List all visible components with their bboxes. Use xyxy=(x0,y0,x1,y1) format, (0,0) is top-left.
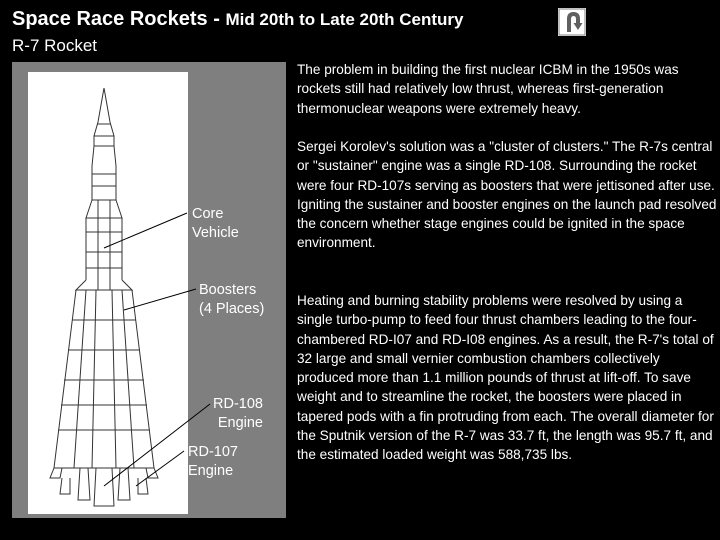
title-sub: Mid 20th to Late 20th Century xyxy=(225,10,464,29)
label-core-vehicle: Core Vehicle xyxy=(192,206,239,241)
label-boosters: Boosters (4 Places) xyxy=(199,282,265,317)
slide-subtitle: R-7 Rocket xyxy=(12,36,98,55)
paragraph-stability: Heating and burning stability problems were resolved by using a single turbo-pump to feed four thrust chambers leading to the four-chambered RD-I07 and RD-I08 engines. As a result, the R-7's total of 32 large and small vernier combustion chambers collectively produced more than 1.1 million pounds of thrust at lift-off. To save weight and to streamline the rocket, the boosters were placed in tapered pods with a fin protruding from each. The overall diameter for the Sputnik version of the R-7 was 33.7 ft, the length was 95.7 ft, and the estimated loaded weight was 588,735 lbs. xyxy=(297,293,714,463)
label-rd107-engine: RD-107 Engine xyxy=(188,444,238,479)
rocket-outline xyxy=(50,88,158,506)
paragraph-solution: Sergei Korolev's solution was a "cluster of clusters." The R-7s central or "sustainer" engine was a single RD-108. Surrounding the rocket were four RD-107s serving as boosters that were jettisoned after use. Igniting the sustainer and booster engines on the launch pad resolved the concern whether stage engines could be ignited in the space environment. xyxy=(297,139,717,251)
paragraph-problem: The problem in building the first nuclear ICBM in the 1950s was rockets still had relatively low thrust, whereas first-generation thermonuclear weapons were extremely heavy. xyxy=(297,62,679,116)
label-rd108-engine: RD-108 Engine xyxy=(213,396,263,431)
title-main: Space Race Rockets - xyxy=(12,8,226,30)
